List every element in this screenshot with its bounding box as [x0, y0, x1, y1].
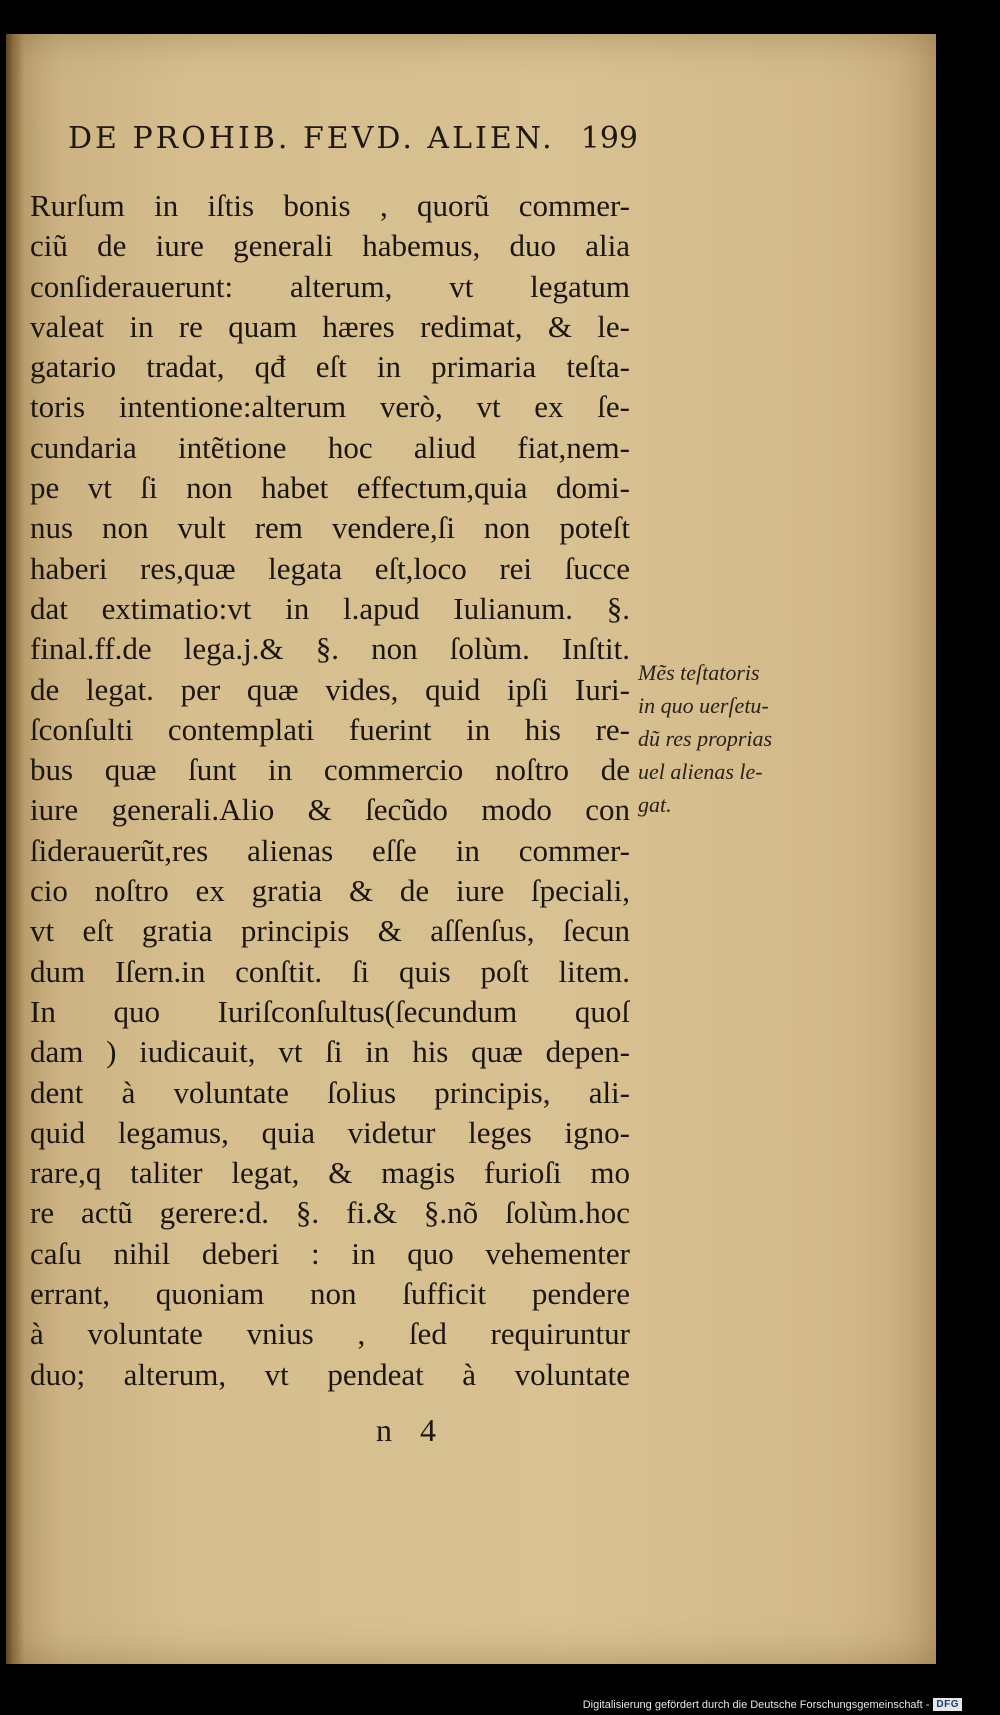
body-text — [30, 186, 630, 1395]
margin-note-line: dũ res proprias — [638, 726, 773, 751]
margin-note-line: gat. — [638, 792, 672, 817]
margin-note — [638, 656, 848, 821]
digitization-credit — [583, 1698, 962, 1711]
text-line: ſiderauerũt,res alienas eſſe in commer- — [30, 832, 630, 868]
text-line: iure generali.Alio & ſecũdo modo con — [30, 792, 630, 828]
text-line: quid legamus, quia videtur leges igno- — [30, 1114, 630, 1150]
text-line: final.ff.de lega.j.& §. non ſolùm. Inſtit. — [30, 631, 630, 667]
page-number: 199 — [580, 121, 638, 156]
margin-note-line: uel alienas le- — [638, 759, 763, 784]
running-head: DE PROHIB. FEVD. ALIEN. — [68, 121, 555, 156]
dfg-logo-icon: DFG — [933, 1698, 962, 1711]
page-binding-edge — [6, 34, 24, 1664]
text-line: dat extimatio:vt in l.apud Iulianum. §. — [30, 590, 630, 626]
text-line: ſconſulti contemplati fuerint in his re- — [30, 711, 630, 747]
text-line: pe vt ſi non habet effectum,quia domi- — [30, 470, 630, 506]
margin-note-line: Mẽs teſtatoris — [638, 660, 760, 685]
text-line: toris intentione:alterum verò, vt ex ſe- — [30, 389, 630, 425]
text-line: rare,q taliter legat, & magis furioſi mo — [30, 1155, 630, 1191]
text-line: de legat. per quæ vides, quid ipſi Iuri- — [30, 671, 630, 707]
text-line: vt eſt gratia principis & aſſenſus, ſecun — [30, 913, 630, 949]
text-line: ciũ de iure generali habemus, duo alia — [30, 228, 630, 264]
text-line: cio noſtro ex gratia & de iure ſpeciali, — [30, 873, 630, 909]
text-line: Rurſum in iſtis bonis , quorũ commer- — [30, 188, 630, 223]
text-line: nus non vult rem vendere,ſi non poteſt — [30, 510, 630, 546]
text-line: haberi res,quæ legata eſt,loco rei ſucce — [30, 550, 630, 586]
text-line: duo; alterum, vt pendeat à voluntate — [30, 1356, 630, 1392]
text-line: dum Iſern.in conſtit. ſi quis poſt litem. — [30, 953, 630, 989]
page-header — [68, 114, 638, 164]
text-line: In quo Iuriſconſultus(ſecundum quoſ — [30, 993, 630, 1029]
text-line: dam ) iudicauit, vt ſi in his quæ depen- — [30, 1034, 630, 1070]
text-line: conſiderauerunt: alterum, vt legatum — [30, 268, 630, 304]
text-line: caſu nihil deberi : in quo vehementer — [30, 1235, 630, 1271]
text-line: cundaria intẽtione hoc aliud fiat,nem- — [30, 429, 630, 465]
text-line: à voluntate vnius , ſed requiruntur — [30, 1316, 630, 1352]
text-line: errant, quoniam non ſufficit pendere — [30, 1276, 630, 1312]
text-line: re actũ gerere:d. §. fi.& §.nõ ſolùm.hoc — [30, 1195, 630, 1231]
text-line: bus quæ ſunt in commercio noſtro de — [30, 752, 630, 788]
text-line: gatario tradat, qđ eſt in primaria teſta- — [30, 349, 630, 385]
book-page — [6, 34, 936, 1664]
signature-mark: n 4 — [376, 1412, 446, 1448]
credit-text: Digitalisierung gefördert durch die Deutsche Forschungsgemeinschaft - — [582, 1698, 930, 1711]
text-line: dent à voluntate ſolius principis, ali- — [30, 1074, 630, 1110]
margin-note-line: in quo uerſetu- — [638, 693, 769, 718]
text-line: valeat in re quam hæres redimat, & le- — [30, 308, 630, 344]
